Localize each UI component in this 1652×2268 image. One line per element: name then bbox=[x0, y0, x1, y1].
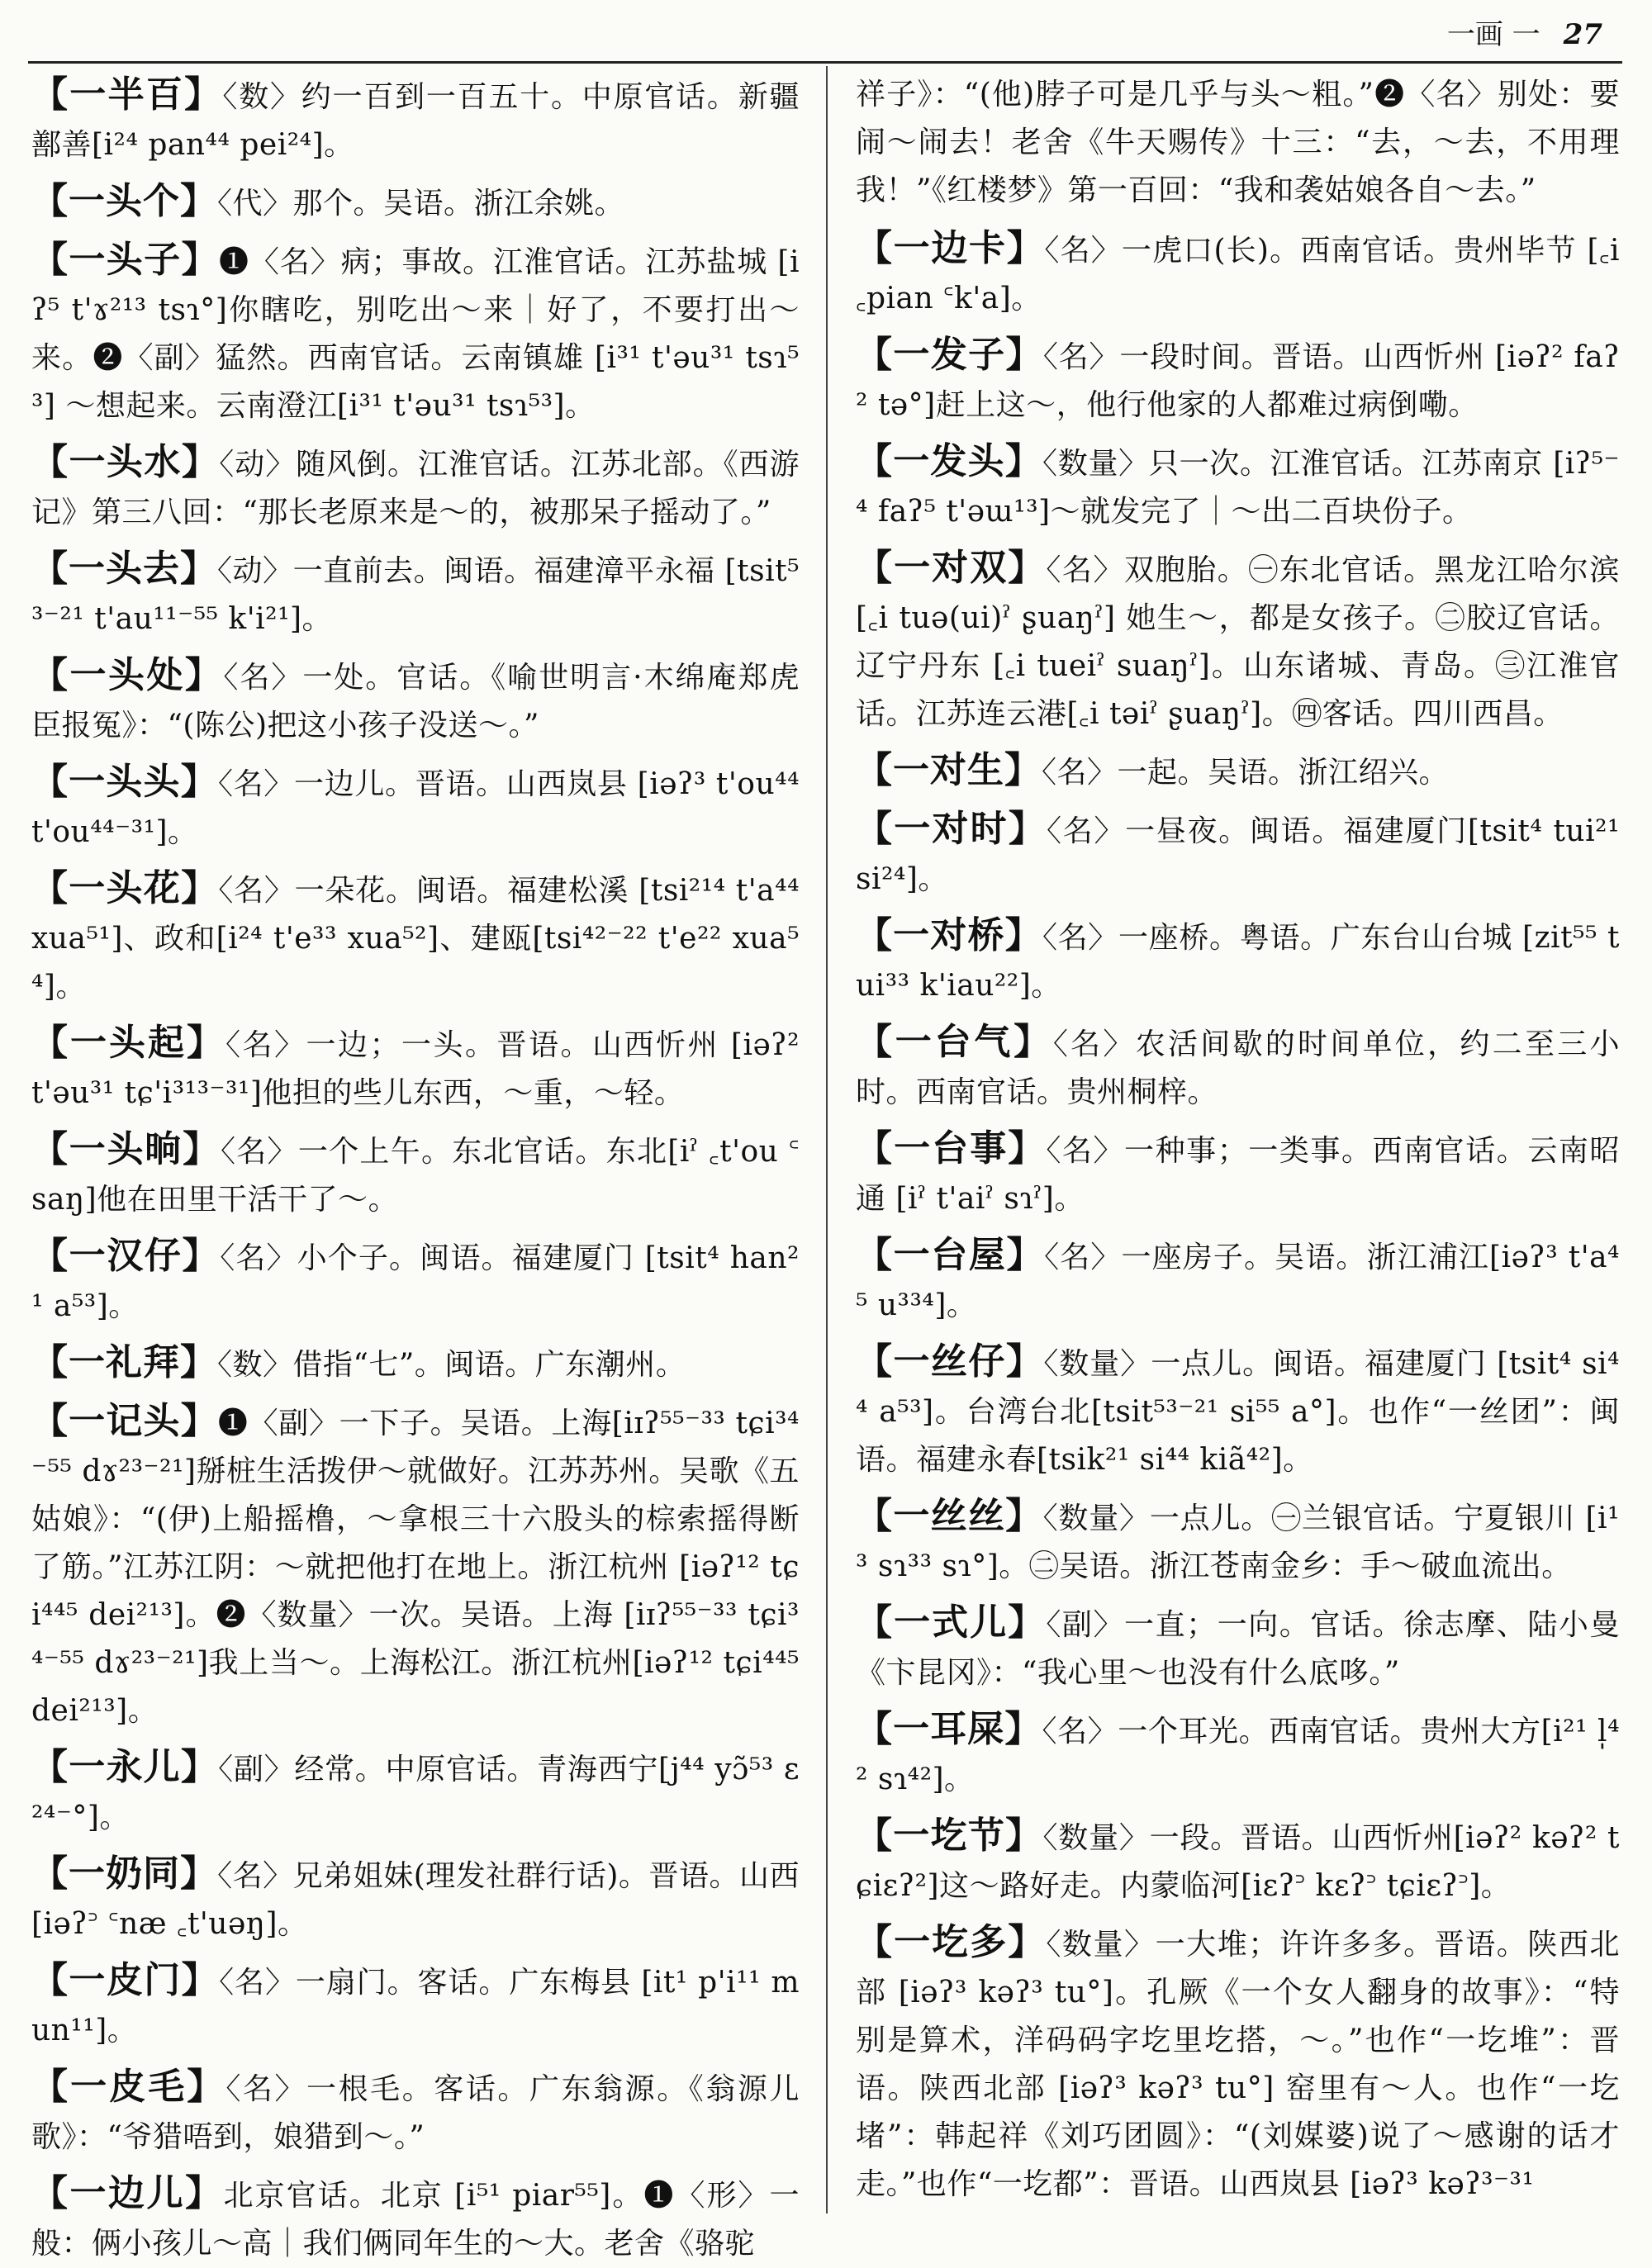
definition: 〈名〉一昼夜。闽语。福建厦门[tsit⁴ tui²¹ si²⁴]。 bbox=[856, 814, 1620, 896]
headword: 【一台屋】 bbox=[856, 1234, 1045, 1276]
headword: 【一礼拜】 bbox=[31, 1341, 217, 1383]
section-title: 一画 一 bbox=[1446, 18, 1540, 51]
definition: 〈名〉一边儿。晋语。山西岚县 [iəʔ³ t'ou⁴⁴ t'ou⁴⁴⁻³¹]。 bbox=[31, 767, 800, 849]
definition: 〈数〉借指“七”。闽语。广东潮州。 bbox=[217, 1348, 686, 1382]
dictionary-entry bbox=[856, 1919, 1620, 2209]
definition: 〈名〉一个耳光。西南官话。贵州大方[i²¹ l̩⁴² sɿ⁴²]。 bbox=[856, 1715, 1621, 1796]
definition: 〈名〉一起。吴语。浙江绍兴。 bbox=[1042, 756, 1450, 790]
definition: 北京官话。北京 [i⁵¹ piar⁵⁵]。❶〈形〉一般：俩小孩儿～高｜我们俩同年生的～大。老舍《骆驼 bbox=[31, 2179, 800, 2261]
dictionary-entry bbox=[31, 1232, 800, 1331]
dictionary-entry bbox=[31, 1126, 800, 1224]
header-rule bbox=[28, 61, 1622, 64]
dictionary-entry bbox=[856, 1492, 1620, 1591]
definition: 〈副〉经常。中原官话。青海西宁[j⁴⁴ yɔ̃⁵³ ɛ²⁴⁻°]。 bbox=[31, 1753, 800, 1834]
left-column bbox=[31, 71, 800, 2261]
definition: 〈名〉小个子。闽语。福建厦门 [tsit⁴ han²¹ a⁵³]。 bbox=[31, 1241, 800, 1323]
headword: 【一发头】 bbox=[856, 440, 1043, 482]
dictionary-entry bbox=[31, 2063, 800, 2161]
definition: 〈名〉一段时间。晋语。山西忻州 [iəʔ² faʔ² tə°]赶上这～，他行他家的人都难过病倒嘞。 bbox=[856, 340, 1621, 422]
definition: 〈名〉一虎口(长)。西南官话。贵州毕节 [꜀i ꜀pian ꜂k'a]。 bbox=[856, 234, 1620, 316]
definition: 〈名〉一根毛。客话。广东翁源。《翁源儿歌》：“爷猎唔到，娘猎到～。” bbox=[31, 2072, 800, 2154]
dictionary-entry bbox=[31, 71, 800, 169]
definition: 〈数量〉一段。晋语。山西忻州[iəʔ² kəʔ² tɕiɛʔ²]这～路好走。内蒙临河[iɛʔ꜄ kɛʔ꜄ tɕiɛʔ꜄]。 bbox=[856, 1821, 1620, 1903]
dictionary-entry bbox=[856, 225, 1620, 323]
dictionary-entry bbox=[31, 236, 800, 430]
headword: 【一边儿】 bbox=[31, 2172, 224, 2214]
definition: 〈数量〉一点儿。㊀兰银官话。宁夏银川 [i¹³ sɿ³³ sɿ°]。㊁吴语。浙江苍南金乡：手～破血流出。 bbox=[856, 1502, 1620, 1583]
dictionary-entry bbox=[856, 1599, 1620, 1697]
definition: 〈副〉一直；一向。官话。徐志摩、陆小曼《卞昆冈》：“我心里～也没有什么底哆。” bbox=[856, 1608, 1620, 1690]
running-head bbox=[1173, 15, 1602, 55]
headword: 【一奶同】 bbox=[31, 1853, 218, 1895]
dictionary-entry bbox=[856, 1338, 1620, 1484]
dictionary-entry bbox=[856, 1231, 1620, 1330]
dictionary-entry bbox=[856, 1706, 1620, 1804]
definition: 〈名〉一朵花。闽语。福建松溪 [tsi²¹⁴ t'a⁴⁴ xua⁵¹]、政和[i²⁴ t'e³³ xua⁵²]、建瓯[tsi⁴²⁻²² t'e²² xua⁵⁴]。 bbox=[31, 874, 800, 1004]
column-divider bbox=[826, 66, 828, 2213]
headword: 【一圪多】 bbox=[856, 1921, 1047, 1963]
definition: 〈名〉双胞胎。㊀东北官话。黑龙江哈尔滨 [꜀i tuə(ui)ˀ ʂuaŋˀ] 她生～，都是女孩子。㊁胶辽官话。辽宁丹东 [꜀i tueiˀ suaŋˀ]。山东诸城、青岛。㊂江淮官话。江苏连云港[꜀i təiˀ ʂuaŋˀ]。㊃客话。四川西昌。 bbox=[856, 553, 1620, 731]
headword: 【一丝丝】 bbox=[856, 1495, 1043, 1537]
dictionary-entry bbox=[856, 1812, 1620, 1910]
dictionary-entry bbox=[31, 865, 800, 1011]
dictionary-entry bbox=[31, 545, 800, 643]
dictionary-entry bbox=[31, 2170, 800, 2268]
headword: 【一对桥】 bbox=[856, 914, 1042, 956]
definition: 〈数量〉一大堆；许许多多。晋语。陕西北部 [iəʔ³ kəʔ³ tu°]。孔厥《一个女人翻身的故事》：“特别是算术，洋码码字圪里圪搭，～。”也作“一圪堆”：晋语。陕西北部 [iəʔ³ kəʔ³ tu°] 窑里有～人。也作“一圪堵”：韩起祥《刘巧团圆》：“(刘媒婆)说了～感谢的话才走。”也作“一圪都”：晋语。山西岚县 [iəʔ³ kəʔ³⁻³¹ bbox=[856, 1928, 1620, 2201]
headword: 【一头去】 bbox=[31, 548, 218, 590]
headword: 【一头起】 bbox=[31, 1022, 225, 1064]
dictionary-entry bbox=[31, 1957, 800, 2055]
headword: 【一头个】 bbox=[31, 180, 217, 222]
headword: 【一台气】 bbox=[856, 1021, 1053, 1063]
headword: 【一半百】 bbox=[31, 74, 223, 116]
dictionary-entry bbox=[31, 758, 800, 856]
headword: 【一台事】 bbox=[856, 1127, 1047, 1170]
definition: 〈动〉一直前去。闽语。福建漳平永福 [tsit⁵³⁻²¹ t'au¹¹⁻⁵⁵ k'i²¹]。 bbox=[31, 554, 800, 636]
headword: 【一记头】 bbox=[31, 1400, 218, 1442]
definition: ❶〈副〉一下子。吴语。上海[iɪʔ⁵⁵⁻³³ tɕi³⁴⁻⁵⁵ dɤ²³⁻²¹]掰桩生活拨伊～就做好。江苏苏州。吴歌《五姑娘》：“(伊)上船摇橹，～拿根三十六股头的棕索摇得断了筋。”江苏江阴：～就把他打在地上。浙江杭州 [iəʔ¹² tɕi⁴⁴⁵ dei²¹³]。❷〈数量〉一次。吴语。上海 [iɪʔ⁵⁵⁻³³ tɕi³⁴⁻⁵⁵ dɤ²³⁻²¹]我上当～。上海松江。浙江杭州[iəʔ¹² tɕi⁴⁴⁵ dei²¹³]。 bbox=[31, 1407, 800, 1728]
headword: 【一边卡】 bbox=[856, 227, 1045, 269]
right-column bbox=[856, 71, 1620, 2222]
definition: 〈名〉一扇门。客话。广东梅县 [it¹ p'i¹¹ mun¹¹]。 bbox=[31, 1966, 800, 2047]
headword: 【一对生】 bbox=[856, 749, 1042, 791]
definition: 〈名〉一座房子。吴语。浙江浦江[iəʔ³ t'a⁴⁵ u³³⁴]。 bbox=[856, 1241, 1620, 1322]
dictionary-entry bbox=[31, 652, 800, 750]
dictionary-entry bbox=[856, 1018, 1620, 1117]
dictionary-entry bbox=[31, 178, 800, 228]
headword: 【一头花】 bbox=[31, 867, 219, 909]
headword: 【一圪节】 bbox=[856, 1815, 1043, 1857]
headword: 【一汉仔】 bbox=[31, 1235, 221, 1277]
definition: 〈名〉一种事；一类事。西南官话。云南昭通 [iˀ t'aiˀ sɿˀ]。 bbox=[856, 1134, 1620, 1216]
headword: 【一皮门】 bbox=[31, 1959, 220, 2001]
headword: 【一对双】 bbox=[856, 547, 1047, 589]
dictionary-entry bbox=[856, 912, 1620, 1010]
dictionary-entry bbox=[856, 1125, 1620, 1223]
definition: 〈代〉那个。吴语。浙江余姚。 bbox=[217, 187, 625, 221]
definition: 〈名〉一边；一头。晋语。山西忻州 [iəʔ² t'əu³¹ tɕ'i³¹³⁻³¹]他担的些儿东西，～重，～轻。 bbox=[31, 1028, 800, 1110]
headword: 【一式儿】 bbox=[856, 1601, 1047, 1644]
definition: 〈名〉兄弟姐妹(理发社群行话)。晋语。山西[iəʔ꜄ ꜂næ ꜀t'uəŋ]。 bbox=[31, 1859, 800, 1941]
definition: 〈名〉一座桥。粤语。广东台山台城 [zit⁵⁵ tui³³ k'iau²²]。 bbox=[856, 921, 1620, 1003]
definition: 〈名〉一个上午。东北官话。东北[iˀ ꜀t'ou ꜂saŋ]他在田里干活干了～。 bbox=[31, 1135, 800, 1217]
headword: 【一对时】 bbox=[856, 808, 1047, 850]
definition: ❶〈名〉病；事故。江淮官话。江苏盐城 [iʔ⁵ t'ɤ²¹³ tsɿ°]你瞎吃，别吃出～来｜好了，不要打出～来。❷〈副〉猛然。西南官话。云南镇雄 [i³¹ t'əu³¹ tsɿ⁵³] ～想起来。云南澄江[i³¹ t'əu³¹ tsɿ⁵³]。 bbox=[31, 245, 800, 423]
dictionary-entry bbox=[31, 439, 800, 537]
dictionary-entry bbox=[856, 331, 1620, 429]
headword: 【一头水】 bbox=[31, 441, 220, 483]
definition: 〈名〉农活间歇的时间单位，约二至三小时。西南官话。贵州桐梓。 bbox=[856, 1027, 1620, 1109]
headword: 【一耳屎】 bbox=[856, 1708, 1042, 1750]
dictionary-entry bbox=[856, 747, 1620, 797]
headword: 【一发子】 bbox=[856, 334, 1043, 376]
entry-continuation: 祥子》：“(他)脖子可是几乎与头～粗。”❷〈名〉别处：要闹～闹去！老舍《牛天赐传》十三：“去，～去，不用理我！”《红楼梦》第一百回：“我和袭姑娘各自～去。” bbox=[856, 78, 1620, 207]
definition: 〈数〉约一百到一百五十。中原官话。新疆鄯善[i²⁴ pan⁴⁴ pei²⁴]。 bbox=[31, 80, 800, 162]
definition: 〈数量〉一点儿。闽语。福建厦门 [tsit⁴ si⁴⁴ a⁵³]。台湾台北[tsit⁵³⁻²¹ si⁵⁵ a°]。也作“一丝团”：闽语。福建永春[tsik²¹ si⁴⁴ kiã⁴²]。 bbox=[856, 1347, 1620, 1477]
headword: 【一头头】 bbox=[31, 761, 218, 803]
dictionary-entry bbox=[856, 438, 1620, 536]
definition: 〈数量〉只一次。江淮官话。江苏南京 [iʔ⁵⁻⁴ faʔ⁵ t'əɯ¹³]～就发完了｜～出二百块份子。 bbox=[856, 447, 1621, 529]
dictionary-entry bbox=[31, 1397, 800, 1735]
dictionary-entry bbox=[856, 544, 1620, 738]
headword: 【一头子】 bbox=[31, 239, 219, 281]
page-number: 27 bbox=[1563, 18, 1602, 51]
headword: 【一头晌】 bbox=[31, 1128, 221, 1170]
dictionary-entry bbox=[856, 805, 1620, 904]
definition: 〈名〉一处。官话。《喻世明言·木绵庵郑虎臣报冤》：“(陈公)把这小孩子没送～。” bbox=[31, 661, 800, 743]
headword: 【一头处】 bbox=[31, 654, 224, 696]
dictionary-entry bbox=[31, 1339, 800, 1389]
headword: 【一丝仔】 bbox=[856, 1340, 1044, 1383]
dictionary-entry bbox=[31, 1019, 800, 1117]
headword: 【一皮毛】 bbox=[31, 2066, 226, 2108]
definition: 〈动〉随风倒。江淮官话。江苏北部。《西游记》第三八回：“那长老原来是～的，被那呆子摇动了。” bbox=[31, 448, 800, 529]
headword: 【一永儿】 bbox=[31, 1746, 219, 1788]
dictionary-entry bbox=[31, 1850, 800, 1948]
dictionary-entry bbox=[31, 1744, 800, 1842]
